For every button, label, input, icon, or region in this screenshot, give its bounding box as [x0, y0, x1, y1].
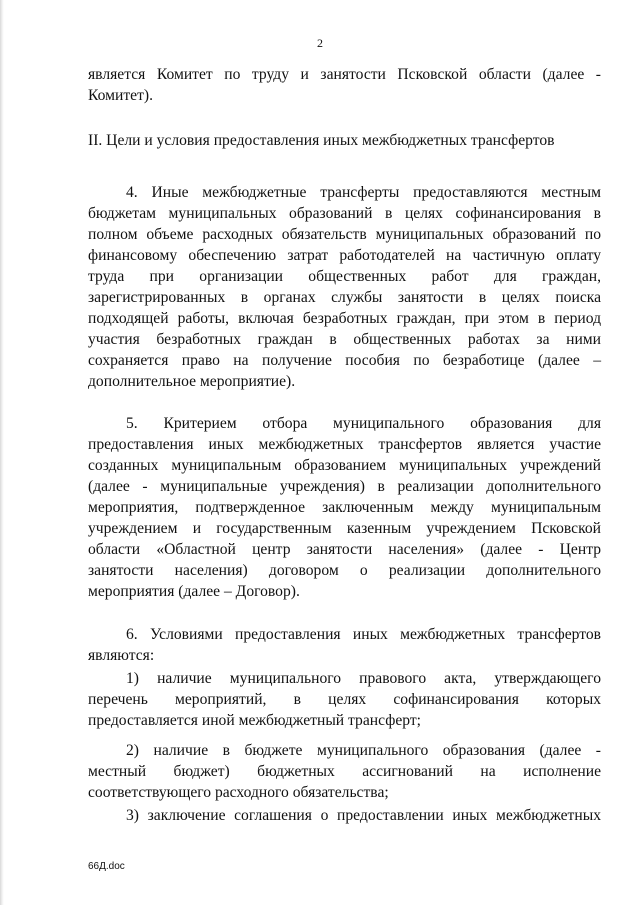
paragraph-5	[88, 413, 601, 602]
paragraph-5-line: области «Областной центр занятости населения» (далее - Центр	[88, 541, 601, 558]
intro-line-1: является Комитет по труду и занятости Псковской области (далее -	[88, 66, 601, 83]
paragraph-6-line: являются:	[88, 647, 155, 664]
paragraph-6-line: 6. Условиями предоставления иных межбюджетных трансфертов	[126, 626, 601, 643]
scan-edge-shadow	[0, 0, 4, 905]
condition-item-2-line: соответствующего расходного обязательства;	[88, 784, 389, 801]
footer-filename: 66Д.doc	[88, 861, 125, 872]
condition-item-3-line: 3) заключение соглашения о предоставлении иных межбюджетных	[126, 807, 601, 824]
paragraph-4-line: труда при организации общественных работ для граждан,	[88, 268, 601, 285]
paragraph-4-line: финансовому обеспечению затрат работодателей на частичную оплату	[88, 247, 601, 264]
page-number: 2	[317, 36, 323, 50]
intro-line-2: Комитет).	[88, 87, 153, 104]
paragraph-5-line: созданных муниципальным образованием муниципальных учреждений	[88, 457, 601, 474]
paragraph-4-line: дополнительное мероприятие).	[88, 373, 296, 390]
paragraph-5-line: мероприятия, подтвержденное заключенным между муниципальным	[88, 499, 601, 516]
condition-item-2	[88, 740, 601, 803]
paragraph-5-line: (далее - муниципальные учреждения) в реализации дополнительного	[88, 478, 601, 495]
condition-item-1-line: 1) наличие муниципального правового акта, утверждающего	[126, 670, 601, 687]
section-heading: II. Цели и условия предоставления иных межбюджетных трансфертов	[88, 132, 555, 149]
condition-item-1-line: перечень мероприятий, в целях софинансирования которых	[88, 691, 601, 708]
paragraph-4-line: 4. Иные межбюджетные трансферты предоставляются местным	[126, 184, 601, 201]
intro-paragraph	[88, 64, 601, 106]
paragraph-4-line: участия безработных граждан в общественных работах за ними	[88, 331, 601, 348]
condition-item-1	[88, 668, 601, 731]
paragraph-5-line: мероприятия (далее – Договор).	[88, 583, 300, 600]
paragraph-5-line: предоставления иных межбюджетных трансфертов является участие	[88, 436, 601, 453]
paragraph-6	[88, 624, 601, 666]
paragraph-4-line: зарегистрированных в органах службы занятости в целях поиска	[88, 289, 601, 306]
paragraph-4	[88, 182, 601, 392]
condition-item-1-line: предоставляется иной межбюджетный трансферт;	[88, 712, 421, 729]
condition-item-2-line: 2) наличие в бюджете муниципального образования (далее -	[126, 742, 601, 759]
paragraph-5-line: занятости населения) договором о реализации дополнительного	[88, 562, 601, 579]
paragraph-5-line: учреждением и государственным казенным учреждением Псковской	[88, 520, 601, 537]
condition-item-3	[88, 805, 601, 826]
paragraph-4-line: подходящей работы, включая безработных граждан, при этом в период	[88, 310, 601, 327]
paragraph-4-line: бюджетам муниципальных образований в целях софинансирования в	[88, 205, 601, 222]
paragraph-4-line: сохраняется право на получение пособия по безработице (далее –	[88, 352, 601, 369]
paragraph-4-line: полном объеме расходных обязательств муниципальных образований по	[88, 226, 601, 243]
paragraph-5-line: 5. Критерием отбора муниципального образования для	[126, 415, 601, 432]
condition-item-2-line: местный бюджет) бюджетных ассигнований на исполнение	[88, 763, 601, 780]
